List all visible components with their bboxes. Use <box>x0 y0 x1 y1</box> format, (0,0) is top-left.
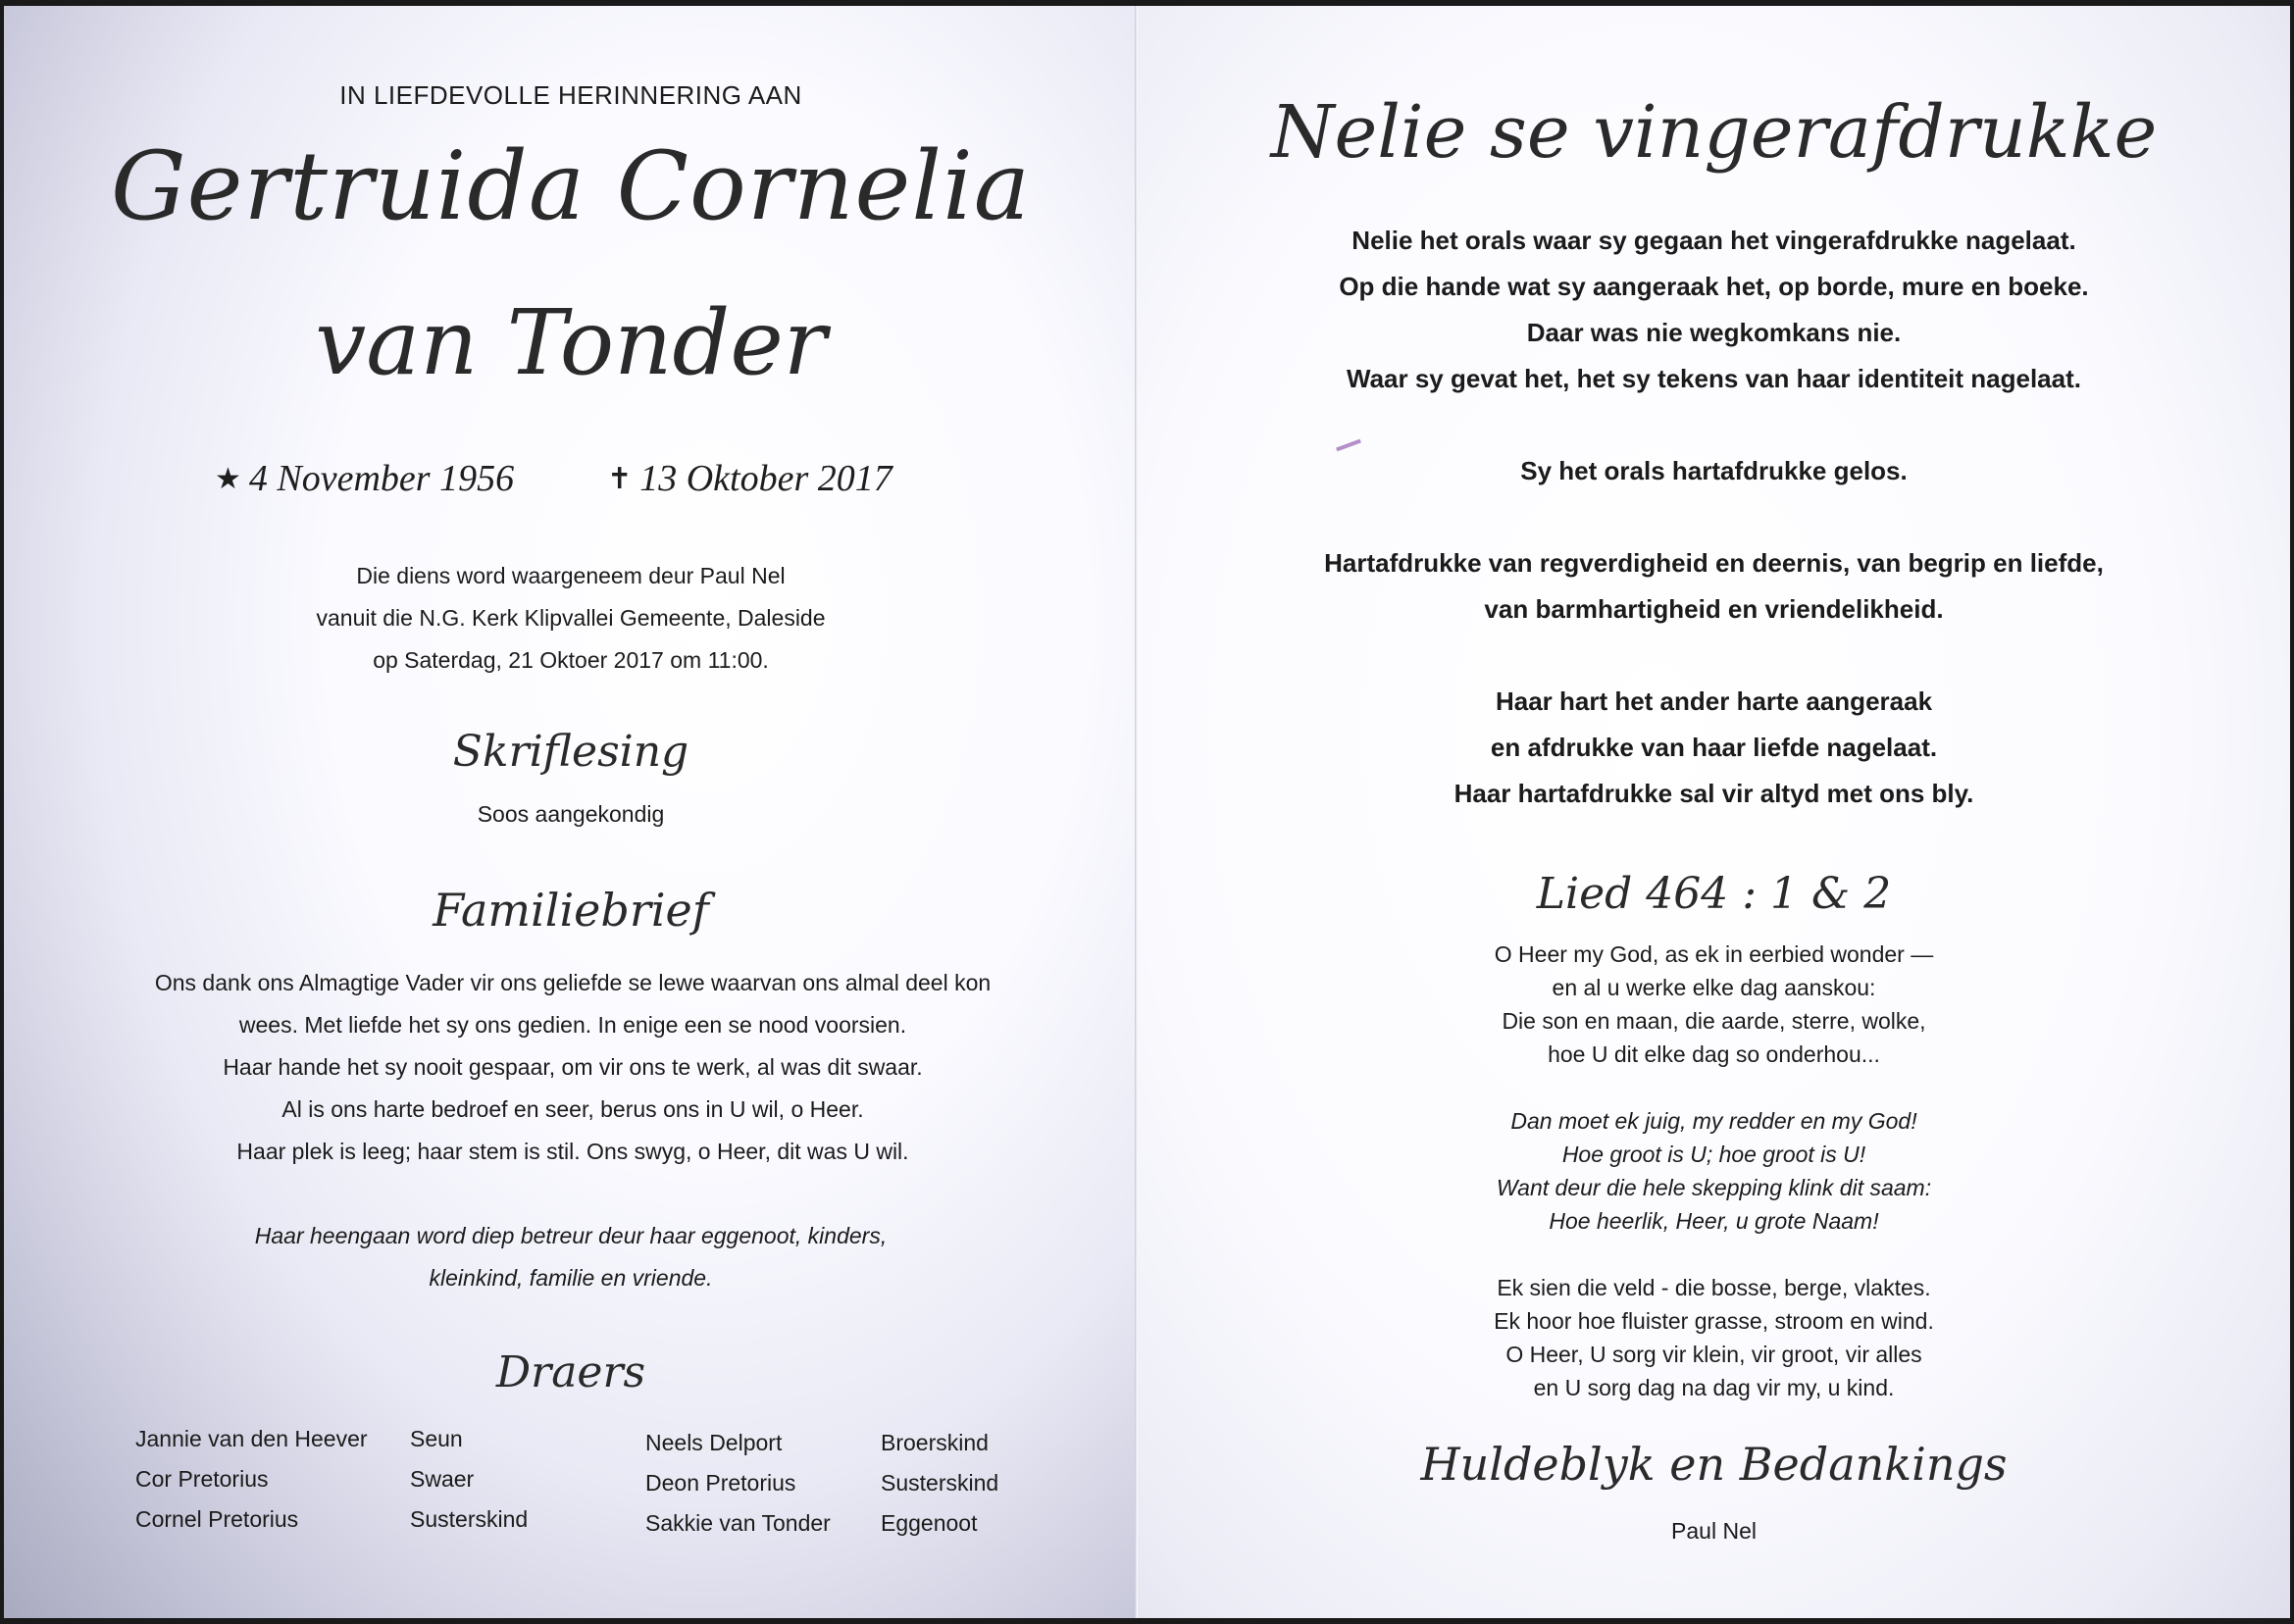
tribute-heading: Huldeblyk en Bedankings <box>1420 1438 2008 1491</box>
mourning-line: Haar heengaan word diep betreur deur haar eggenoot, kinders, <box>254 1223 888 1248</box>
family-letter-line: Ons dank ons Almagtige Vader vir ons geliefde se lewe waarvan ons almal deel kon <box>154 970 992 995</box>
bearer-name: Neels Delport <box>645 1430 783 1455</box>
service-line: vanuit die N.G. Kerk Klipvallei Gemeente, Daleside <box>316 605 826 631</box>
hymn-line: Ek sien die veld - die bosse, berge, vlaktes. <box>1497 1275 1931 1300</box>
left-page <box>4 6 1138 1618</box>
bearer-name: Jannie van den Heever <box>135 1426 368 1451</box>
hymn-line: Die son en maan, die aarde, sterre, wolke, <box>1502 1008 1926 1034</box>
poem-line: en afdrukke van haar liefde nagelaat. <box>1490 733 1938 762</box>
poem <box>1138 218 2290 817</box>
bearer-relation: Eggenoot <box>881 1510 978 1536</box>
bearer-name: Cor Pretorius <box>135 1466 269 1492</box>
hymn-line: O Heer, U sorg vir klein, vir groot, vir alles <box>1505 1342 1922 1367</box>
scripture-text: Soos aangekondig <box>477 801 665 827</box>
hymn-heading: Lied 464 : 1 & 2 <box>1536 869 1892 919</box>
family-letter-line: Haar plek is leeg; haar stem is stil. Ons swyg, o Heer, dit was U wil. <box>236 1139 909 1164</box>
bearers-names-col2 <box>645 1423 831 1544</box>
right-page <box>1138 6 2290 1618</box>
memorial-header: IN LIEFDEVOLLE HERINNERING AAN <box>339 80 802 110</box>
bearers-names-col1 <box>135 1419 368 1540</box>
poem-line: Waar sy gevat het, het sy tekens van haar identiteit nagelaat. <box>1347 364 2081 393</box>
deceased-name-line2: van Tonder <box>315 290 827 395</box>
bearers-relations-col1 <box>410 1419 528 1540</box>
hymn-chorus-line: Hoe groot is U; hoe groot is U! <box>1561 1142 1866 1167</box>
cross-icon: ✝ <box>607 463 633 495</box>
bearer-relation: Susterskind <box>881 1470 999 1496</box>
bearer-relation: Swaer <box>410 1466 475 1492</box>
family-letter-line: Al is ons harte bedroef en seer, berus ons in U wil, o Heer. <box>281 1096 864 1122</box>
bearer-name: Cornel Pretorius <box>135 1506 299 1532</box>
bearers-heading: Draers <box>495 1347 646 1397</box>
bearers-relations-col2 <box>881 1423 998 1544</box>
life-dates <box>215 457 900 500</box>
stanza-gap <box>1138 402 2290 448</box>
deceased-name-line1: Gertruida Cornelia <box>110 131 1031 241</box>
family-letter <box>63 962 1083 1173</box>
hymn-chorus-line: Hoe heerlik, Heer, u grote Naam! <box>1549 1208 1879 1234</box>
family-letter-line: wees. Met liefde het sy ons gedien. In enige een se nood voorsien. <box>238 1012 907 1038</box>
death-date: 13 Oktober 2017 <box>639 458 892 499</box>
birth-date: 4 November 1956 <box>248 458 515 499</box>
poem-line: Haar hart het ander harte aangeraak <box>1495 686 1933 716</box>
mourning-notice <box>4 1215 1138 1299</box>
scripture-heading: Skriflesing <box>452 727 689 777</box>
family-letter-heading: Familiebrief <box>433 884 709 937</box>
verse-gap <box>1138 1071 2290 1104</box>
poem-line: Op die hande wat sy aangeraak het, op borde, mure en boeke. <box>1339 272 2089 301</box>
poem-line: Daar was nie wegkomkans nie. <box>1526 318 1902 347</box>
hymn-chorus-line: Want deur die hele skepping klink dit saam: <box>1496 1175 1932 1200</box>
hymn-line: O Heer my God, as ek in eerbied wonder — <box>1494 941 1934 967</box>
hymn-line: en U sorg dag na dag vir my, u kind. <box>1533 1375 1895 1400</box>
poem-title: Nelie se vingerafdrukke <box>1270 90 2158 175</box>
service-line: op Saterdag, 21 Oktoer 2017 om 11:00. <box>373 647 769 673</box>
poem-line: van barmhartigheid en vriendelikheid. <box>1484 594 1944 624</box>
poem-line: Hartafdrukke van regverdigheid en deernis, van begrip en liefde, <box>1324 548 2104 578</box>
bearer-relation: Broerskind <box>881 1430 989 1455</box>
hymn-line: en al u werke elke dag aanskou: <box>1552 975 1876 1000</box>
verse-gap <box>1138 1238 2290 1271</box>
hymn-line: hoe U dit elke dag so onderhou... <box>1548 1041 1880 1067</box>
stanza-gap <box>1138 633 2290 679</box>
poem-line: Sy het orals hartafdrukke gelos. <box>1520 456 1908 485</box>
bearer-name: Deon Pretorius <box>645 1470 796 1496</box>
tribute-name: Paul Nel <box>1671 1518 1757 1544</box>
poem-line: Nelie het orals waar sy gegaan het vingerafdrukke nagelaat. <box>1351 226 2076 255</box>
hymn-line: Ek hoor hoe fluister grasse, stroom en wind. <box>1494 1308 1934 1334</box>
bearer-relation: Susterskind <box>410 1506 529 1532</box>
poem-line: Haar hartafdrukke sal vir altyd met ons bly. <box>1453 779 1974 808</box>
stanza-gap <box>1138 494 2290 540</box>
hymn-text <box>1138 938 2290 1404</box>
family-letter-line: Haar hande het sy nooit gespaar, om vir ons te werk, al was dit swaar. <box>223 1054 923 1080</box>
star-icon: ★ <box>215 463 241 495</box>
mourning-line: kleinkind, familie en vriende. <box>429 1265 713 1291</box>
service-line: Die diens word waargeneem deur Paul Nel <box>356 563 786 588</box>
bearer-name: Sakkie van Tonder <box>645 1510 831 1536</box>
bearer-relation: Seun <box>410 1426 463 1451</box>
hymn-chorus-line: Dan moet ek juig, my redder en my God! <box>1510 1108 1917 1134</box>
service-details <box>4 555 1138 682</box>
